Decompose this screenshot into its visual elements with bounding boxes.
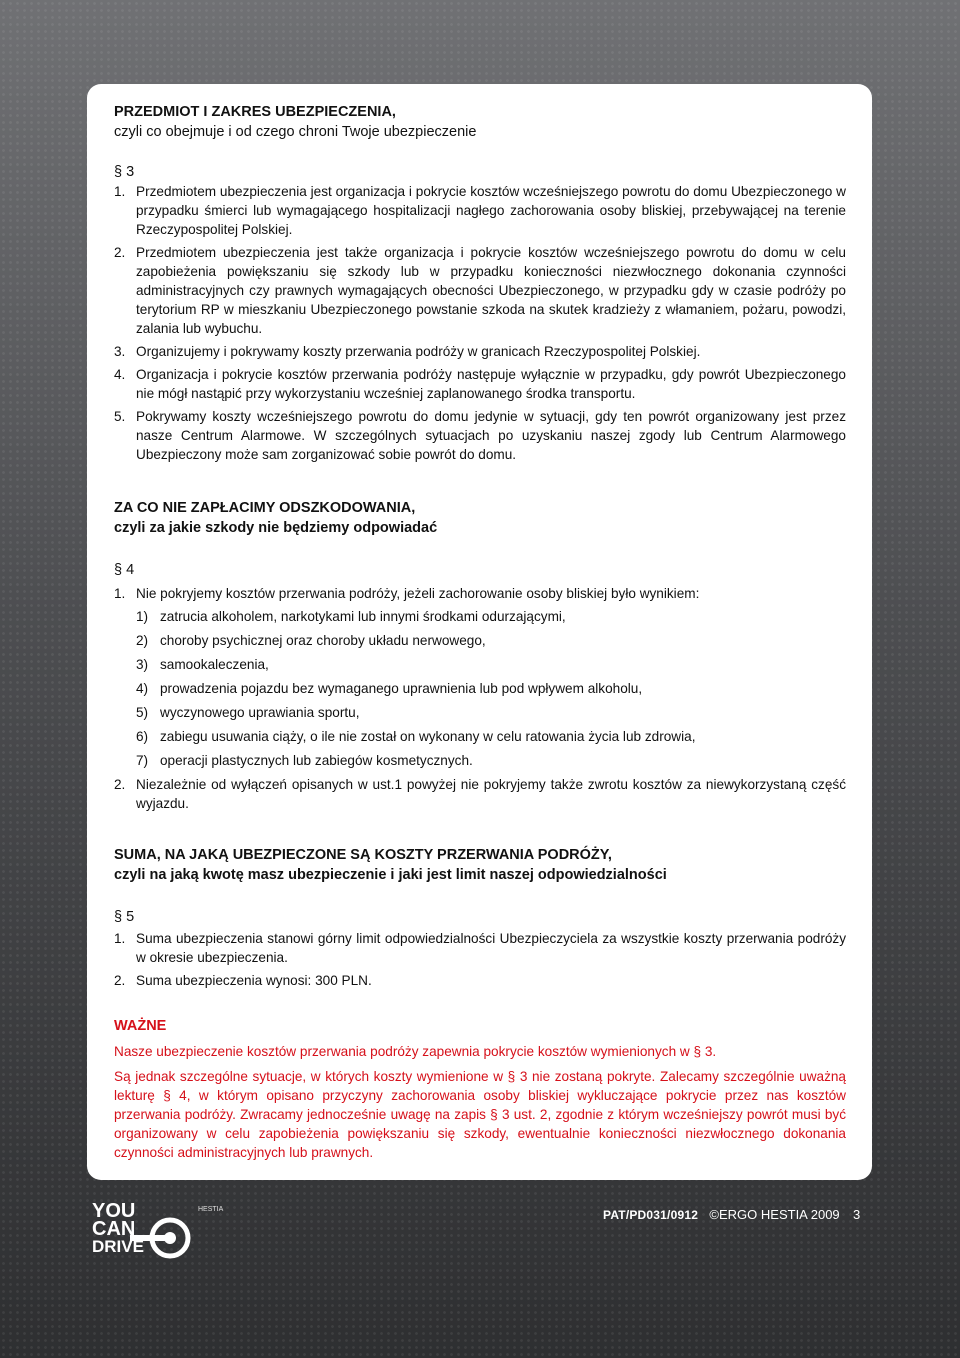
section-3-title: PRZEDMIOT I ZAKRES UBEZPIECZENIA, bbox=[114, 104, 396, 120]
section-5-heading bbox=[114, 845, 846, 885]
list-item bbox=[136, 703, 846, 722]
you-can-drive-logo bbox=[90, 1202, 240, 1262]
item-text: prowadzenia pojazdu bez wymaganego uprawnienia lub pod wpływem alkoholu, bbox=[160, 681, 643, 696]
document-page bbox=[87, 84, 872, 1180]
section-4-heading bbox=[114, 498, 846, 538]
important-notice bbox=[114, 1016, 846, 1162]
list-item bbox=[114, 182, 846, 239]
item-text: operacji plastycznych lub zabiegów kosmetycznych. bbox=[160, 753, 473, 768]
item-number: 3. bbox=[114, 344, 126, 359]
list-item bbox=[114, 365, 846, 403]
section-3-mark: § 3 bbox=[114, 164, 135, 180]
item-number: 1. bbox=[114, 586, 126, 601]
list-item bbox=[114, 342, 846, 361]
item-number: 1. bbox=[114, 931, 126, 946]
document-code: PAT/PD031/0912 bbox=[603, 1208, 699, 1222]
list-item bbox=[136, 607, 846, 626]
item-text: wyczynowego uprawiania sportu, bbox=[160, 705, 360, 720]
page-number: 3 bbox=[853, 1207, 861, 1222]
item-number: 4) bbox=[136, 681, 149, 696]
item-number: 2. bbox=[114, 245, 126, 260]
section-4 bbox=[114, 498, 846, 813]
section-3-items bbox=[114, 182, 846, 464]
item-text: samookaleczenia, bbox=[160, 657, 269, 672]
important-title: WAŻNE bbox=[114, 1018, 167, 1034]
logo-wordmark bbox=[92, 1202, 144, 1256]
item-text: Przedmiotem ubezpieczenia jest także organizacja i pokrycie kosztów wcześniejszego powrotu do domu w celu zapobieżenia powiększaniu się szkody lub w przypadku konieczności niezwłocznego dokonania czynności administracyjnych czy prawnych wymagających obecności Ubezpieczonego, w przypadku gdy w czasie podróży po terytorium RP w mieszkaniu Ubezpieczonego powstanie szkoda na skutek kradzieży z włamaniem, pożaru, powodzi, zalania lub wybuchu. bbox=[136, 245, 846, 336]
item-text: zatrucia alkoholem, narkotykami lub innymi środkami odurzającymi, bbox=[160, 609, 566, 624]
item-number: 5) bbox=[136, 705, 149, 720]
item-text: choroby psychicznej oraz choroby układu nerwowego, bbox=[160, 633, 486, 648]
item-number: 2) bbox=[136, 633, 149, 648]
item-text: Przedmiotem ubezpieczenia jest organizacja i pokrycie kosztów wcześniejszego powrotu do domu Ubezpieczonego w przypadku śmierci lub wymagającego hospitalizacji nagłego zachorowania osoby bliskiej, przebywającej na terenie Rzeczypospolitej Polskiej. bbox=[136, 184, 846, 237]
item-number: 3) bbox=[136, 657, 149, 672]
item-text: Organizacja i pokrycie kosztów przerwania podróży następuje wyłącznie w przypadku, gdy powrót Ubezpieczonego nie mógł nastąpić przy wykorzystaniu wcześniej zaplanowanego środka transportu. bbox=[136, 367, 846, 401]
item-number: 1. bbox=[114, 184, 126, 199]
item-number: 7) bbox=[136, 753, 149, 768]
logo-brand: HESTIA bbox=[198, 1206, 224, 1213]
list-item bbox=[136, 655, 846, 674]
logo-line-3: DRIVE bbox=[92, 1237, 144, 1256]
item-number: 2. bbox=[114, 777, 126, 792]
item-number: 2. bbox=[114, 973, 126, 988]
section-3-heading bbox=[114, 102, 846, 142]
item-number: 5. bbox=[114, 409, 126, 424]
section-3-subtitle: czyli co obejmuje i od czego chroni Twoje ubezpieczenie bbox=[114, 124, 477, 140]
item-number: 6) bbox=[136, 729, 149, 744]
section-4-item-1 bbox=[114, 584, 846, 603]
copyright: ©ERGO HESTIA 2009 bbox=[709, 1207, 840, 1222]
section-5-title: SUMA, NA JAKĄ UBEZPIECZONE SĄ KOSZTY PRZERWANIA PODRÓŻY, bbox=[114, 847, 612, 863]
item-text: Suma ubezpieczenia stanowi górny limit odpowiedzialności Ubezpieczyciela za wszystkie koszty przerwania podróży w okresie ubezpieczenia. bbox=[136, 931, 846, 965]
section-4-subtitle: czyli za jakie szkody nie będziemy odpowiadać bbox=[114, 520, 438, 536]
list-item bbox=[136, 631, 846, 650]
list-item bbox=[114, 971, 846, 990]
section-4-mark: § 4 bbox=[114, 562, 135, 578]
important-paragraph-2: Są jednak szczególne sytuacje, w których koszty wymienione w § 3 nie zostaną pokryte. Zalecamy szczególnie uważną lekturę § 4, w którym opisano przyczyny zachorowania osoby bliskiej wykluczające pokrycie przez nas kosztów przerwania podróży. Zwracamy jednocześnie uwagę na zapis § 3 ust. 2, zgodnie z którym wcześniejszy powrót musi być organizowany w celu zapobieżenia powiększaniu się szkody, ewentualnie konieczności niezwłocznego dokonania czynności administracyjnych lub prawnych. bbox=[114, 1069, 846, 1160]
section-4-subitems bbox=[114, 607, 846, 770]
item-text: Nie pokryjemy kosztów przerwania podróży, jeżeli zachorowanie osoby bliskiej było wynikiem: bbox=[136, 586, 700, 601]
section-3 bbox=[114, 102, 846, 464]
item-text: Suma ubezpieczenia wynosi: 300 PLN. bbox=[136, 973, 372, 988]
important-paragraph-1: Nasze ubezpieczenie kosztów przerwania podróży zapewnia pokrycie kosztów wymienionych w § 3. bbox=[114, 1044, 717, 1059]
logo-line-2: CAN bbox=[92, 1218, 136, 1240]
footer-info bbox=[603, 1207, 860, 1222]
section-5 bbox=[114, 845, 846, 990]
section-4-item-2 bbox=[114, 775, 846, 813]
item-text: Organizujemy i pokrywamy koszty przerwania podróży w granicach Rzeczypospolitej Polskiej. bbox=[136, 344, 701, 359]
section-5-items bbox=[114, 929, 846, 990]
item-text: zabiegu usuwania ciąży, o ile nie został on wykonany w celu ratowania życia lub zdrowia, bbox=[160, 729, 696, 744]
section-5-subtitle: czyli na jaką kwotę masz ubezpieczenie i jaki jest limit naszej odpowiedzialności bbox=[114, 867, 667, 883]
list-item bbox=[136, 679, 846, 698]
item-text: Niezależnie od wyłączeń opisanych w ust.1 powyżej nie pokryjemy także zwrotu kosztów za niewykorzystaną część wyjazdu. bbox=[136, 777, 846, 811]
section-4-title: ZA CO NIE ZAPŁACIMY ODSZKODOWANIA, bbox=[114, 500, 416, 516]
list-item bbox=[114, 407, 846, 464]
item-number: 1) bbox=[136, 609, 149, 624]
item-number: 4. bbox=[114, 367, 126, 382]
list-item bbox=[136, 727, 846, 746]
list-item bbox=[136, 751, 846, 770]
section-5-mark: § 5 bbox=[114, 909, 135, 925]
item-text: Pokrywamy koszty wcześniejszego powrotu do domu jedynie w sytuacji, gdy ten powrót organizowany jest przez nasze Centrum Alarmowe. W szczególnych sytuacjach po uzyskaniu naszej zgody lub Centrum Alarmowego Ubezpieczony może sam zorganizować sobie powrót do domu. bbox=[136, 409, 846, 462]
list-item bbox=[114, 243, 846, 338]
list-item bbox=[114, 929, 846, 967]
logo-line-1: YOU bbox=[92, 1200, 136, 1222]
